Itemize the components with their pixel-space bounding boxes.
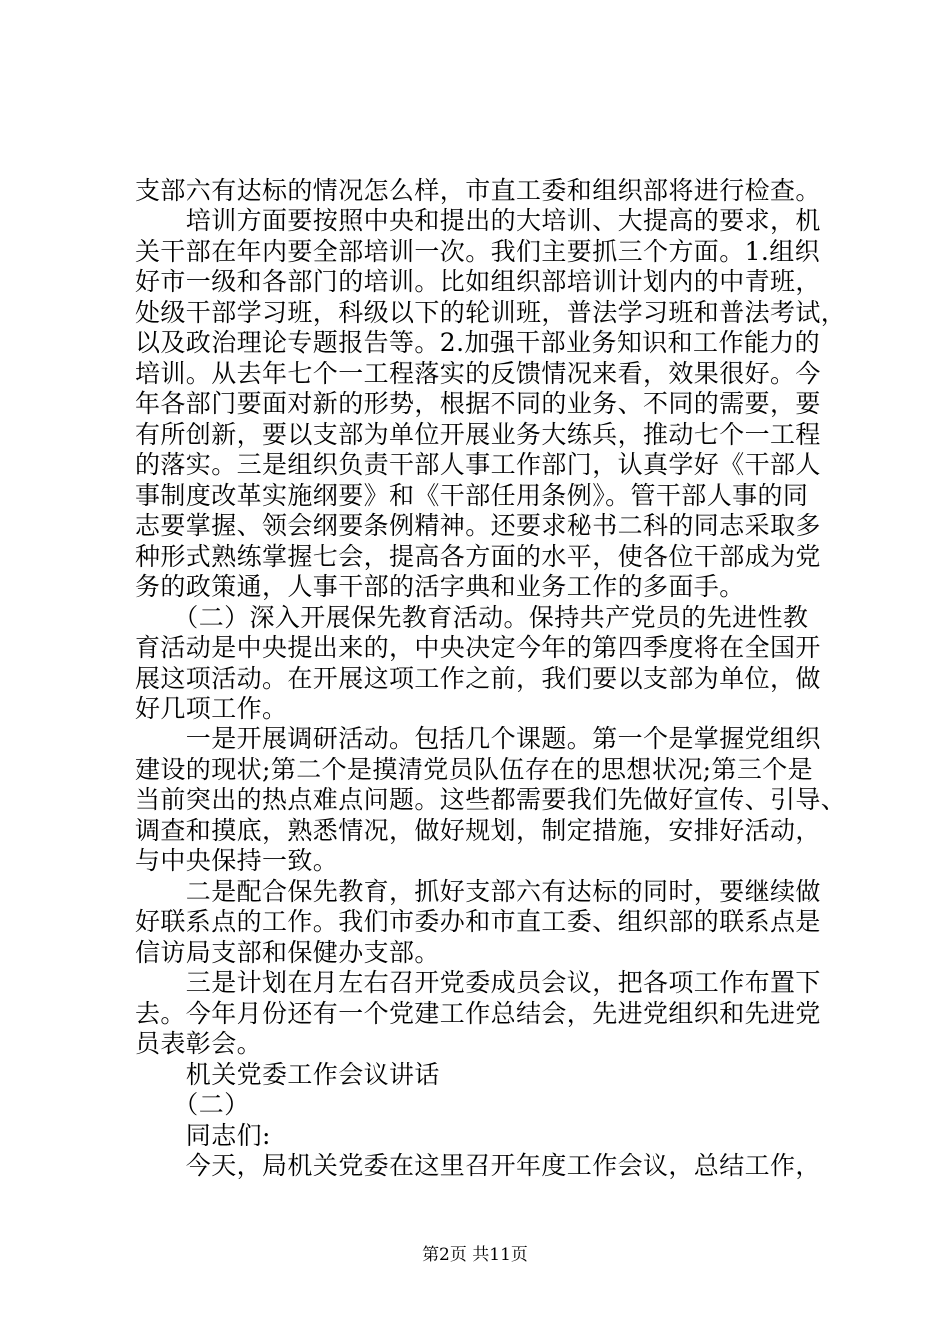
text-line: 培训。从去年七个一工程落实的反馈情况来看，效果很好。今 [135, 359, 821, 388]
text-line: 当前突出的热点难点问题。这些都需要我们先做好宣传、引导、 [135, 785, 847, 814]
text-line: 年各部门要面对新的形势，根据不同的业务、不同的需要，要 [135, 389, 821, 418]
text-line: 二是配合保先教育，抓好支部六有达标的同时，要继续做 [135, 877, 821, 906]
text-line: 三是计划在月左右召开党委成员会议，把各项工作布置下 [135, 968, 821, 997]
text-line: 展这项活动。在开展这项工作之前，我们要以支部为单位，做 [135, 664, 821, 693]
text-line: （二） [135, 1090, 250, 1119]
text-line: 处级干部学习班，科级以下的轮训班，普法学习班和普法考试， [135, 298, 847, 327]
text-line: （二）深入开展保先教育活动。保持共产党员的先进性教 [135, 603, 809, 632]
text-line: 好几项工作。 [135, 694, 288, 723]
text-line: 育活动是中央提出来的，中央决定今年的第四季度将在全国开 [135, 633, 821, 662]
text-line: 信访局支部和保健办支部。 [135, 938, 440, 967]
text-line: 好市一级和各部门的培训。比如组织部培训计划内的中青班， [135, 267, 821, 296]
text-line: 好联系点的工作。我们市委办和市直工委、组织部的联系点是 [135, 907, 821, 936]
page-number-footer: 第2页 共11页 [422, 1245, 528, 1265]
text-line: 员表彰会。 [135, 1029, 263, 1058]
text-line: 建设的现状;第二个是摸清党员队伍存在的思想状况;第三个是 [135, 755, 814, 784]
text-line: 的落实。三是组织负责干部人事工作部门，认真学好《干部人 [135, 450, 821, 479]
text-line: 事制度改革实施纲要》和《干部任用条例》。管干部人事的同 [135, 481, 809, 510]
text-line: 调查和摸底，熟悉情况，做好规划，制定措施，安排好活动， [135, 816, 821, 845]
text-line: 关干部在年内要全部培训一次。我们主要抓三个方面。1.组织 [135, 237, 821, 266]
text-line: 同志们: [135, 1121, 271, 1150]
text-line: 机关党委工作会议讲话 [135, 1060, 440, 1089]
text-line: 培训方面要按照中央和提出的大培训、大提高的要求，机 [135, 206, 821, 235]
text-line: 务的政策通，人事干部的活字典和业务工作的多面手。 [135, 572, 745, 601]
text-line: 种形式熟练掌握七会，提高各方面的水平，使各位干部成为党 [135, 542, 821, 571]
text-line: 支部六有达标的情况怎么样，市直工委和组织部将进行检查。 [135, 176, 821, 205]
text-line: 志要掌握、领会纲要条例精神。还要求秘书二科的同志采取多 [135, 511, 821, 540]
text-line: 今天，局机关党委在这里召开年度工作会议，总结工作， [135, 1151, 821, 1180]
text-line: 去。今年月份还有一个党建工作总结会，先进党组织和先进党 [135, 999, 821, 1028]
text-line: 与中央保持一致。 [135, 846, 339, 875]
text-line: 有所创新，要以支部为单位开展业务大练兵，推动七个一工程 [135, 420, 821, 449]
text-line: 一是开展调研活动。包括几个课题。第一个是掌握党组织 [135, 724, 821, 753]
text-line: 以及政治理论专题报告等。2.加强干部业务知识和工作能力的 [135, 328, 821, 357]
